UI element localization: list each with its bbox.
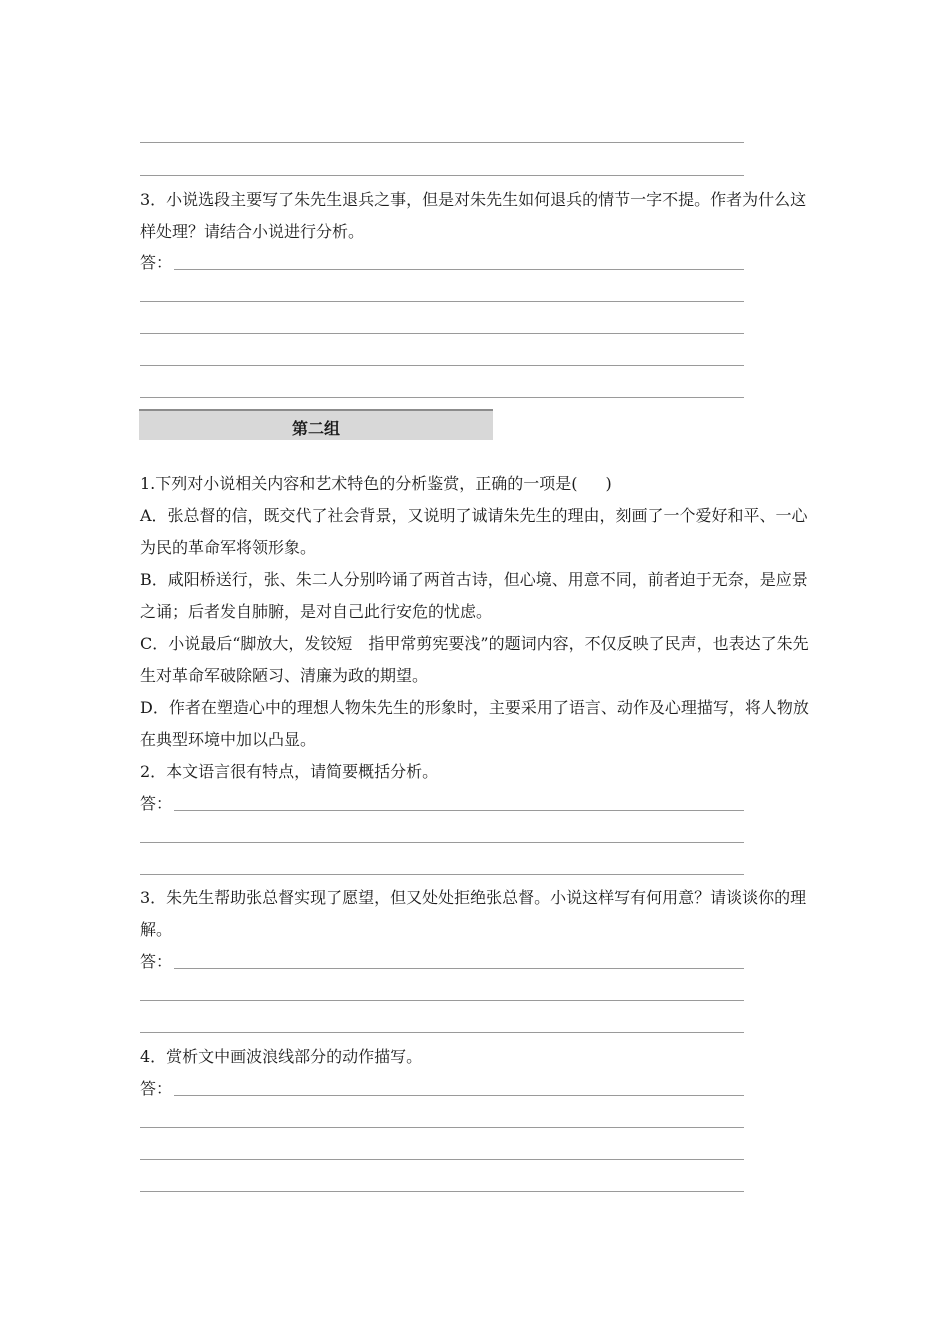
answer-line (140, 874, 744, 875)
question-2-text: 2．本文语言很有特点，请简要概括分析。 (140, 762, 439, 781)
answer-line (174, 968, 744, 969)
answer-line (140, 333, 744, 334)
answer-line (140, 1032, 744, 1033)
section-header (139, 409, 493, 440)
option-d: D．作者在塑造心中的理想人物朱先生的形象时，主要采用了语言、动作及心理描写，将人物放在典型环境中加以凸显。 (140, 698, 809, 749)
answer-line (140, 842, 744, 843)
answer-label: 答： (140, 1079, 173, 1098)
answer-line (140, 1159, 744, 1160)
answer-line (174, 810, 744, 811)
answer-label: 答： (140, 253, 173, 272)
answer-line (174, 269, 744, 270)
question-1-stem-start: 1.下列对小说相关内容和艺术特色的分析鉴赏，正确的一项是( (140, 474, 578, 493)
answer-line (140, 1191, 744, 1192)
question-3-text: 3．小说选段主要写了朱先生退兵之事，但是对朱先生如何退兵的情节一字不提。作者为什么这样处理？请结合小说进行分析。 (140, 190, 807, 241)
option-a: A．张总督的信，既交代了社会背景，又说明了诚请朱先生的理由，刻画了一个爱好和平、一心为民的革命军将领形象。 (140, 506, 808, 557)
answer-line (140, 397, 744, 398)
answer-label: 答： (140, 794, 173, 813)
answer-line (140, 1127, 744, 1128)
answer-label: 答： (140, 952, 173, 971)
answer-line (140, 365, 744, 366)
section-title: 第二组 (291, 419, 340, 438)
question-3-text: 3．朱先生帮助张总督实现了愿望，但又处处拒绝张总督。小说这样写有何用意？请谈谈你的理解。 (140, 888, 807, 939)
answer-line (140, 301, 744, 302)
option-b: B．咸阳桥送行，张、朱二人分别吟诵了两首古诗，但心境、用意不同，前者迫于无奈，是应景之诵；后者发自肺腑，是对自己此行安危的忧虑。 (140, 570, 808, 621)
answer-line (174, 1095, 744, 1096)
answer-line (140, 142, 744, 143)
option-c: C．小说最后“脚放大，发铰短 指甲常剪宪要浅”的题词内容，不仅反映了民声，也表达了朱先生对革命军破除陋习、清廉为政的期望。 (140, 634, 809, 685)
question-4-text: 4．赏析文中画波浪线部分的动作描写。 (140, 1047, 423, 1066)
question-1-stem-end: ) (605, 474, 612, 493)
question-1-stem (140, 468, 812, 500)
answer-line (140, 175, 744, 176)
answer-line (140, 1000, 744, 1001)
